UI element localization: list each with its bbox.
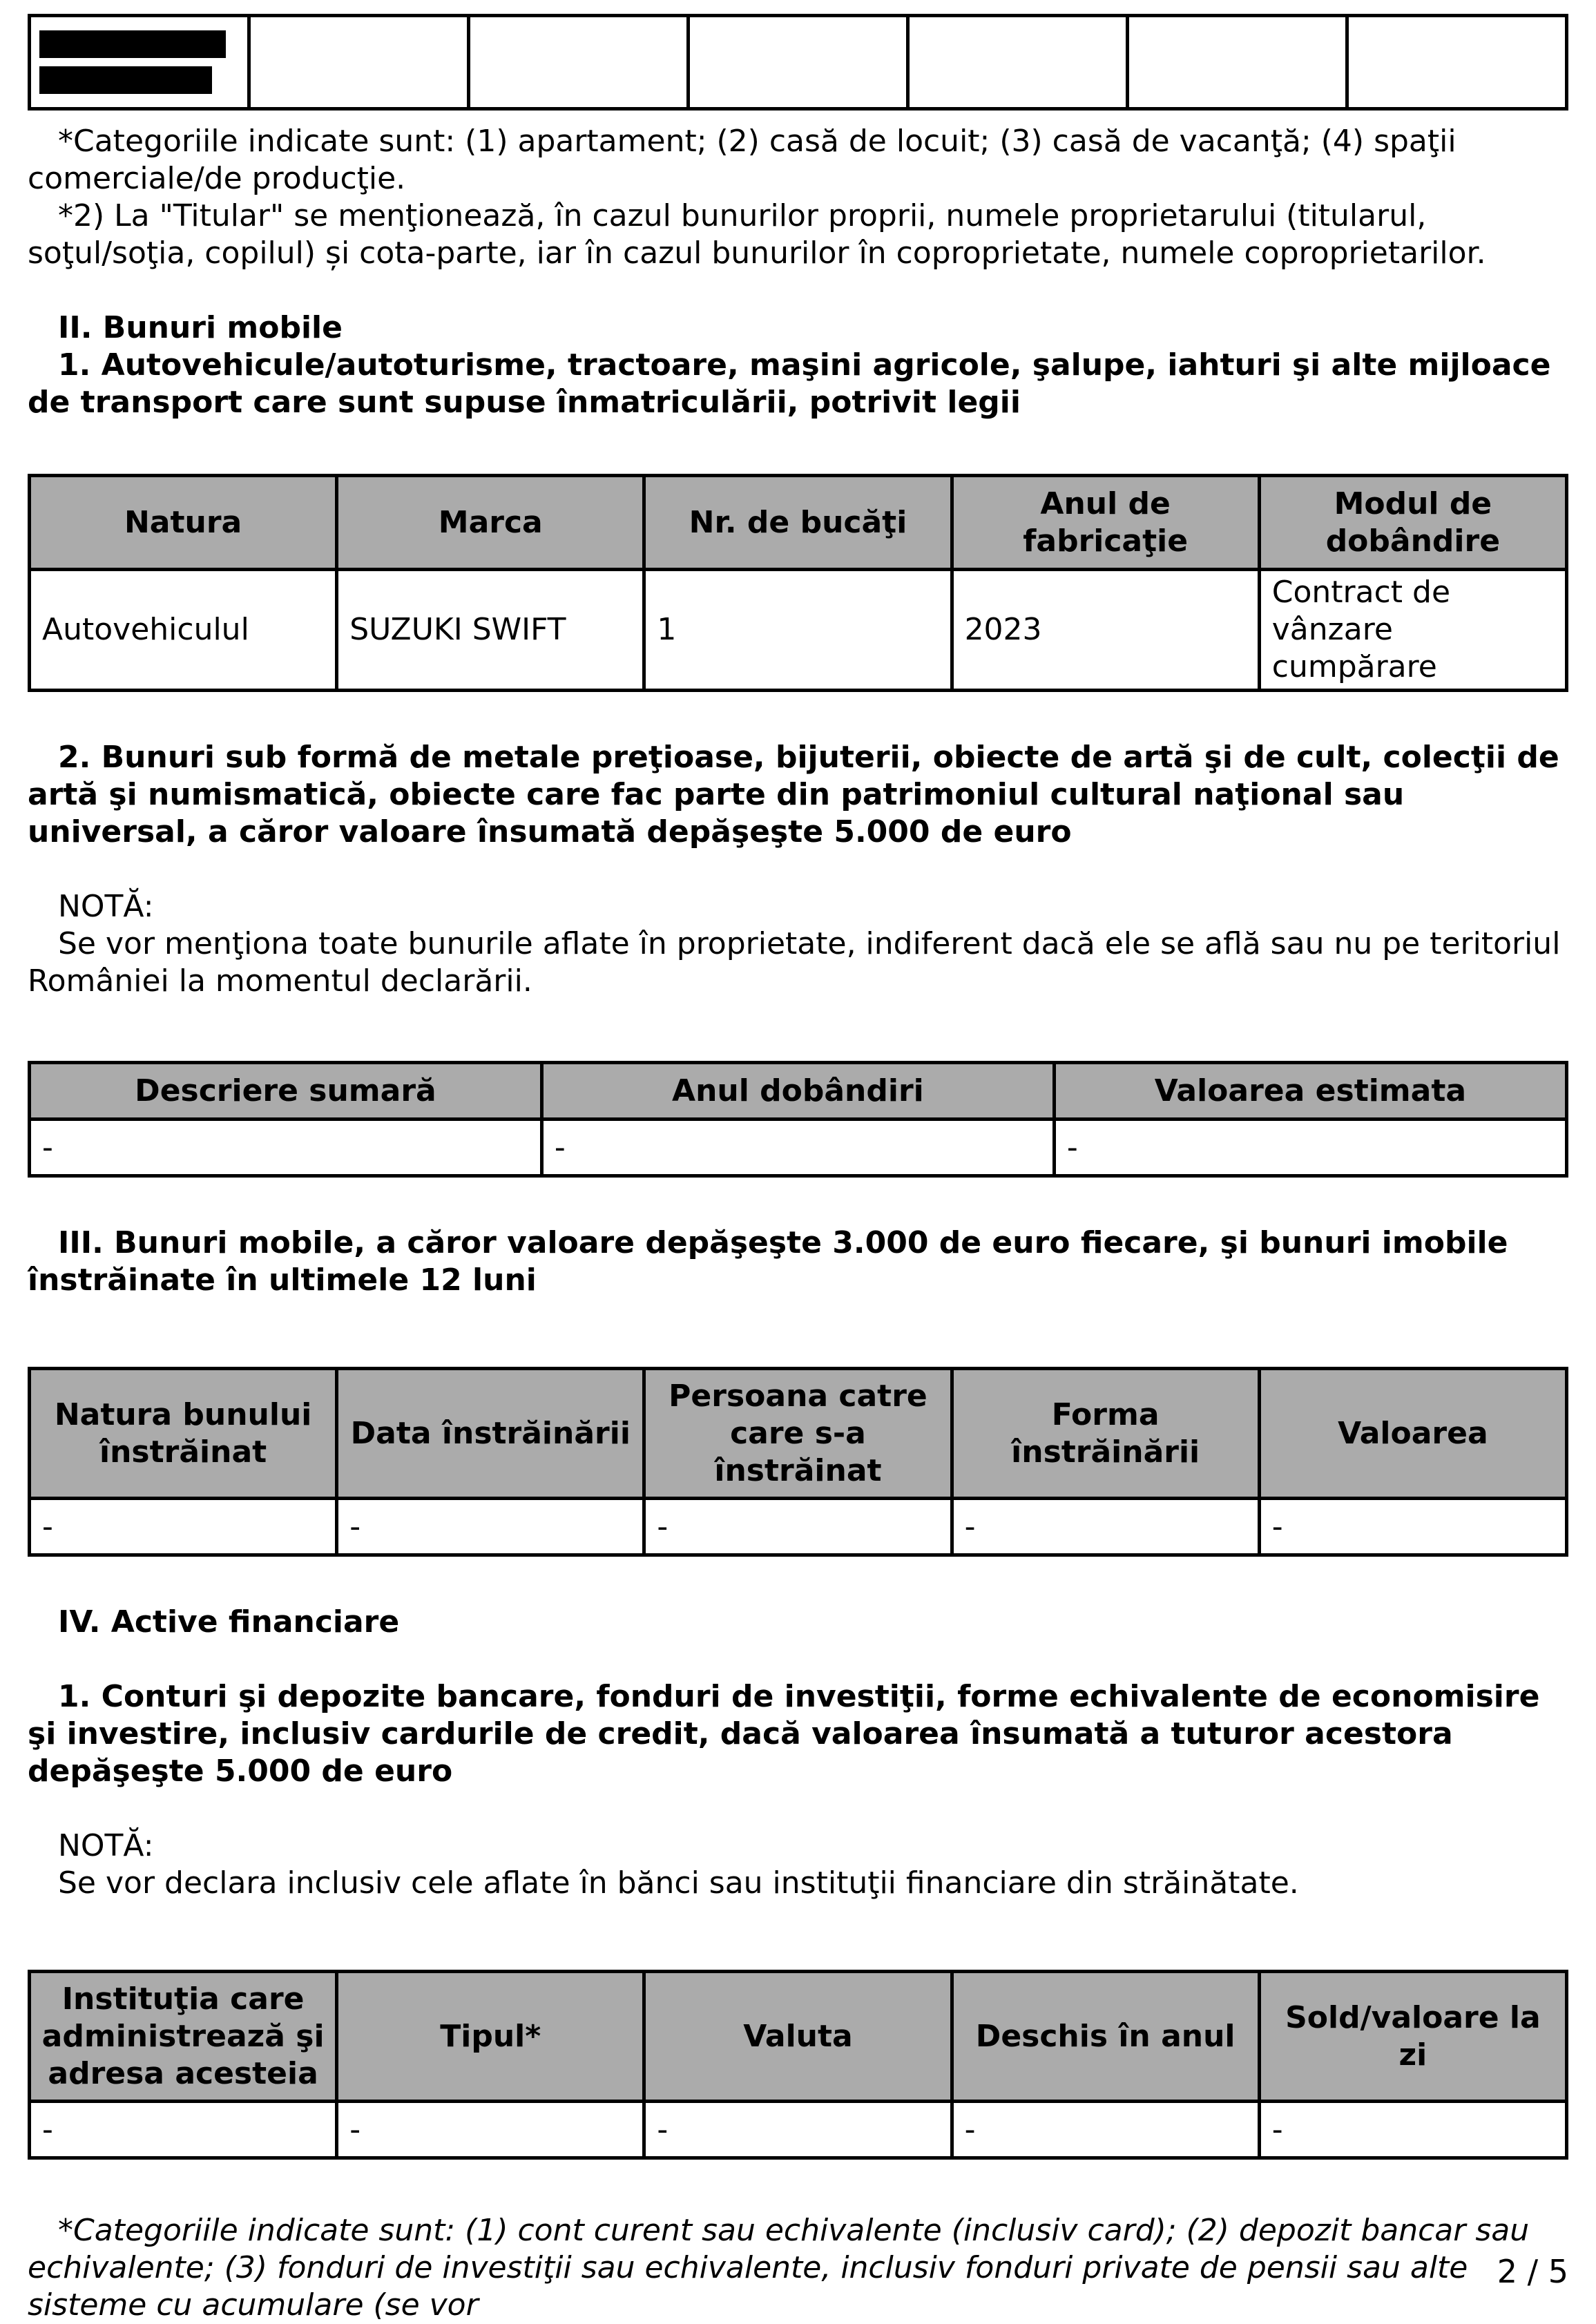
section-heading: II. Bunuri mobile [58, 310, 343, 345]
table-cell: - [952, 1499, 1259, 1555]
table-cell: - [644, 2102, 952, 2158]
table-cell: 1 [644, 570, 952, 691]
column-header: Data înstrăinării [337, 1369, 644, 1499]
column-header: Deschis în anul [952, 1972, 1259, 2102]
nota-label: NOTĂ: [58, 889, 154, 924]
bank-accounts-table [28, 1970, 1568, 2160]
table-cell: - [30, 1499, 337, 1555]
section-heading: III. Bunuri mobile, a căror valoare depăşeşte 3.000 de euro fiecare, şi bunuri imobile înstrăinate în ultimele 12 luni [28, 1225, 1508, 1298]
table-cell: - [541, 1120, 1054, 1176]
category-footnote: *Categoriile indicate sunt: (1) cont curent sau echivalente (inclusiv card); (2) depozit bancar sau echivalente; (3) fonduri de investiţii sau echivalente, inclusiv fonduri private de pensii sau alte sisteme cu acumulare (se vor [28, 2213, 1530, 2323]
table-cell: - [952, 2102, 1259, 2158]
table-header-row [30, 1369, 1567, 1499]
column-header: Valoarea [1259, 1369, 1566, 1499]
column-header: Valuta [644, 1972, 952, 2102]
column-header: Natura [30, 476, 337, 570]
table-cell: - [337, 2102, 644, 2158]
table-cell: - [337, 1499, 644, 1555]
page-number: 2 / 5 [1497, 2253, 1568, 2290]
table-row [30, 1120, 1567, 1176]
column-header: Nr. de bucăţi [644, 476, 952, 570]
table-row [30, 570, 1567, 691]
vehicles-table [28, 474, 1568, 692]
table-cell: Contract de vânzare cumpărare [1259, 570, 1566, 691]
column-header: Tipul* [337, 1972, 644, 2102]
category-note: *Categoriile indicate sunt: (1) apartament; (2) casă de locuit; (3) casă de vacanţă; (4) spaţii comerciale/de producţie. [28, 124, 1456, 196]
table-cell: - [1054, 1120, 1566, 1176]
table-cell: - [644, 1499, 952, 1555]
table-cell: SUZUKI SWIFT [337, 570, 644, 691]
table-row [30, 1499, 1567, 1555]
table-cell [1347, 16, 1567, 109]
top-table [28, 14, 1568, 111]
redaction-bar [39, 66, 212, 94]
document-page [28, 14, 1568, 2324]
titular-note: *2) La "Titular" se menţionează, în cazul bunurilor proprii, numele proprietarului (titularul, soţul/soţia, copilul) și cota-parte, iar în cazul bunurilor în coproprietate, numele coproprietarilor. [28, 198, 1486, 271]
table-row [30, 2102, 1567, 2158]
redaction-bar [39, 30, 226, 58]
table-cell [908, 16, 1128, 109]
nota-text: Se vor menţiona toate bunurile aflate în proprietate, indiferent dacă ele se află sau nu pe teritoriul României la momentul declarării. [28, 926, 1561, 999]
column-header: Marca [337, 476, 644, 570]
subsection-heading: 1. Conturi şi depozite bancare, fonduri de investiţii, forme echivalente de economisire şi investire, inclusiv cardurile de credit, dacă valoarea însumată a tuturor acestora depăşeşte 5.000 de euro [28, 1679, 1540, 1789]
table-cell: Autovehiculul [30, 570, 337, 691]
column-header: Modul de dobândire [1259, 476, 1566, 570]
table-cell [249, 16, 469, 109]
nota-text: Se vor declara inclusiv cele aflate în bănci sau instituţii financiare din străinătate. [58, 1865, 1299, 1901]
column-header: Anul dobândiri [541, 1063, 1054, 1120]
table-header-row [30, 1063, 1567, 1120]
subsection-heading: 2. Bunuri sub formă de metale preţioase, bijuterii, obiecte de artă şi de cult, colecţii de artă şi numismatică, obiecte care fac parte din patrimoniul cultural naţional sau universal, a căror valoare însumată depăşeşte 5.000 de euro [28, 740, 1559, 849]
table-cell [1128, 16, 1347, 109]
table-cell: - [1259, 1499, 1566, 1555]
column-header: Instituţia care administrează şi adresa acesteia [30, 1972, 337, 2102]
column-header: Valoarea estimata [1054, 1063, 1566, 1120]
table-header-row [30, 1972, 1567, 2102]
table-cell: - [30, 2102, 337, 2158]
column-header: Natura bunului înstrăinat [30, 1369, 337, 1499]
table-cell: 2023 [952, 570, 1259, 691]
nota-label: NOTĂ: [58, 1828, 154, 1863]
redacted-cell [30, 16, 249, 109]
column-header: Descriere sumară [30, 1063, 542, 1120]
table-cell: - [30, 1120, 542, 1176]
table-cell [469, 16, 689, 109]
table-row [30, 16, 1567, 109]
column-header: Persoana catre care s-a înstrăinat [644, 1369, 952, 1499]
valuables-table [28, 1061, 1568, 1178]
alienated-assets-table [28, 1367, 1568, 1557]
column-header: Sold/valoare la zi [1259, 1972, 1566, 2102]
subsection-heading: 1. Autovehicule/autoturisme, tractoare, maşini agricole, şalupe, iahturi şi alte mijloace de transport care sunt supuse înmatriculării, potrivit legii [28, 347, 1551, 420]
section-heading: IV. Active financiare [58, 1604, 400, 1640]
table-header-row [30, 476, 1567, 570]
column-header: Forma înstrăinării [952, 1369, 1259, 1499]
table-cell: - [1259, 2102, 1566, 2158]
table-cell [689, 16, 908, 109]
column-header: Anul de fabricaţie [952, 476, 1259, 570]
